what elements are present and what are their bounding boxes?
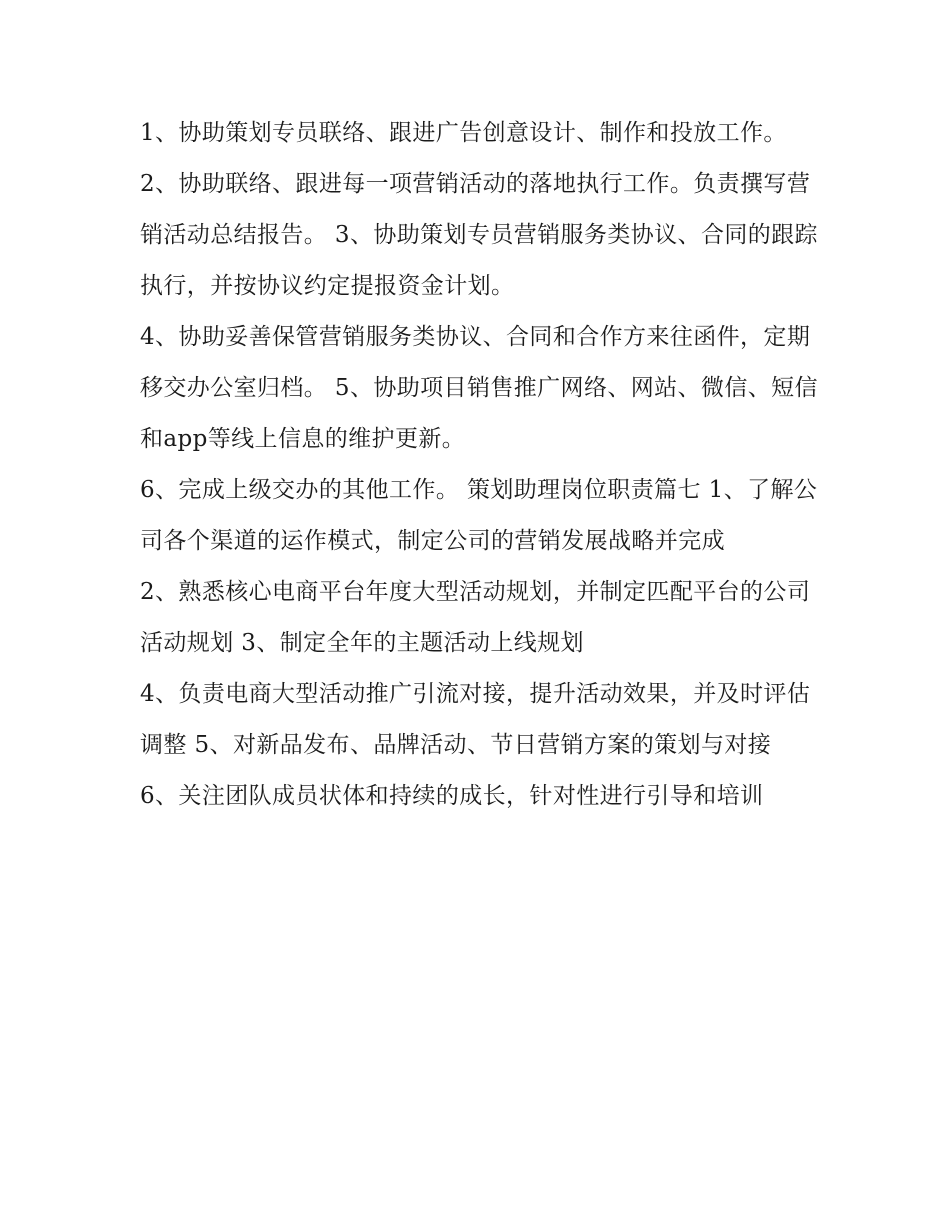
paragraph: 4、负责电商大型活动推广引流对接，提升活动效果，并及时评估调整 5、对新品发布、品牌活动、节日营销方案的策划与对接 (140, 681, 811, 758)
paragraph: 1、协助策划专员联络、跟进广告创意设计、制作和投放工作。 (140, 120, 787, 146)
paragraph: 4、协助妥善保管营销服务类协议、合同和合作方来往函件，定期移交办公室归档。 5、协助项目销售推广网络、网站、微信、短信和app等线上信息的维护更新。 (140, 324, 818, 452)
paragraph: 6、完成上级交办的其他工作。 策划助理岗位职责篇七 1、了解公司各个渠道的运作模式，制定公司的营销发展战略并完成 (140, 477, 818, 554)
paragraph: 6、关注团队成员状体和持续的成长，针对性进行引导和培训 (140, 783, 764, 809)
paragraph: 2、熟悉核心电商平台年度大型活动规划，并制定匹配平台的公司活动规划 3、制定全年的主题活动上线规划 (140, 579, 811, 656)
paragraph: 2、协助联络、跟进每一项营销活动的落地执行工作。负责撰写营销活动总结报告。 3、协助策划专员营销服务类协议、合同的跟踪执行，并按协议约定提报资金计划。 (140, 171, 818, 299)
document-body (140, 108, 820, 822)
